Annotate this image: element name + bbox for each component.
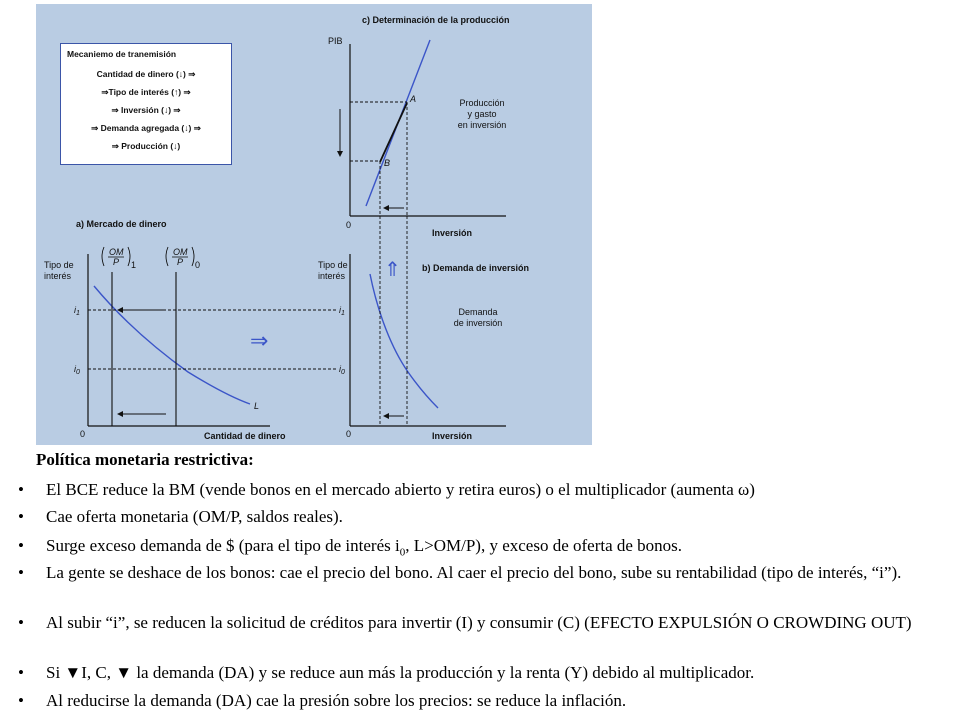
panel-b-y-label-2: interés <box>318 271 346 281</box>
panel-c-title: c) Determinación de la producción <box>362 15 510 25</box>
panel-a-s1-num: OM <box>109 247 124 257</box>
panel-c-origin: 0 <box>346 220 352 230</box>
panel-b-up-arrow: ⇑ <box>384 257 401 281</box>
mechanism-title: Mecaniemo de tranemisión <box>67 49 177 59</box>
panel-a-s1-sub: 1 <box>131 260 137 270</box>
bullet-dot: • <box>18 507 24 526</box>
section-heading: Política monetaria restrictiva: <box>36 450 254 469</box>
panel-a-y-label-2: interés <box>44 271 72 281</box>
bullet-text: Surge exceso demanda de $ (para el tipo de interés $i_0$, L>OM/P), y exceso de oferta de bonos. <box>46 536 683 559</box>
panel-a-s0-paren-right <box>192 247 194 266</box>
panel-a-demand-curve <box>94 286 250 404</box>
panel-b-i0: $i_0$ <box>339 364 345 376</box>
panel-b-note-2: de inversión <box>453 318 503 328</box>
panel-b-origin: 0 <box>346 429 352 439</box>
panel-c-segment-ab <box>380 103 407 162</box>
transmission-mechanism-box <box>60 43 232 165</box>
panel-a-transmission-arrow: ⇒ <box>250 329 269 354</box>
panel-b-y-label-1: Tipo de <box>318 260 348 270</box>
panel-a-s0-sub: 0 <box>195 260 201 270</box>
panel-a-s0-den: P <box>177 257 184 267</box>
panel-a-s1-den: P <box>113 257 120 267</box>
bullet-dot: • <box>18 691 24 710</box>
panel-c-note-3: en inversión <box>457 120 507 130</box>
panel-b-x-label: Inversión <box>432 431 473 441</box>
bullet-text: El BCE reduce la BM (vende bonos en el mercado abierto y retira euros) o el multiplicador (aumenta ω) <box>46 480 755 499</box>
panel-c-note-2: y gasto <box>467 109 497 119</box>
bullet-dot: • <box>18 536 24 555</box>
panel-a-s0-paren-left <box>166 247 168 266</box>
bullet-text: Al subir “i”, se reducen la solicitud de créditos para invertir (I) y consumir (C) (EFECTO EXPULSIÓN O CROWDING OUT) <box>46 613 912 632</box>
economics-figure <box>36 4 592 445</box>
mechanism-line: ⇒ Demanda agregada (↓) ⇒ <box>91 123 201 133</box>
panel-a-y-label-1: Tipo de <box>44 260 74 270</box>
bullet-dot: • <box>18 480 24 499</box>
panel-a-s0-num: OM <box>173 247 188 257</box>
panel-a-s1-paren-right <box>128 247 130 266</box>
bullet-text: Si ▼I, C, ▼ la demanda (DA) y se reduce aun más la producción y la renta (Y) debido al multiplicador. <box>46 663 755 682</box>
panel-c-y-label: PIB <box>328 36 343 46</box>
panel-c-note-1: Producción <box>459 98 505 108</box>
bullet-text: Al reducirse la demanda (DA) cae la presión sobre los precios: se reduce la inflación. <box>46 691 627 710</box>
panel-b-note-1: Demanda <box>458 307 498 317</box>
panel-c-point-b: B <box>384 158 391 168</box>
panel-a-s1-paren-left <box>102 247 104 266</box>
panel-a-x-label: Cantidad de dinero <box>204 431 286 441</box>
mechanism-line: ⇒ Inversión (↓) ⇒ <box>111 105 181 115</box>
mechanism-line: Cantidad de dinero (↓) ⇒ <box>96 69 196 79</box>
panel-a-i1: $i_1$ <box>74 305 80 317</box>
bullet-text: Cae oferta monetaria (OM/P, saldos reales). <box>46 507 343 526</box>
panel-c-point-a: A <box>410 94 417 104</box>
bullet-dot: • <box>18 563 24 582</box>
panel-b-title: b) Demanda de inversión <box>422 263 530 273</box>
panel-a-origin: 0 <box>80 429 86 439</box>
bullet-dot: • <box>18 613 24 632</box>
panel-c-x-label: Inversión <box>432 228 473 238</box>
mechanism-line: ⇒ Producción (↓) <box>111 141 181 151</box>
bullet-text: La gente se deshace de los bonos: cae el precio del bono. Al caer el precio del bono, sube su rentabilidad (tipo de interés, “i”). <box>46 563 902 582</box>
panel-b-i1: $i_1$ <box>339 305 345 317</box>
bullet-dot: • <box>18 663 24 682</box>
panel-a-i0: $i_0$ <box>74 364 80 376</box>
panel-a-curve-label: L <box>254 401 260 411</box>
mechanism-line: ⇒Tipo de interés (↑) ⇒ <box>101 87 191 97</box>
panel-a-title: a) Mercado de dinero <box>76 219 167 229</box>
